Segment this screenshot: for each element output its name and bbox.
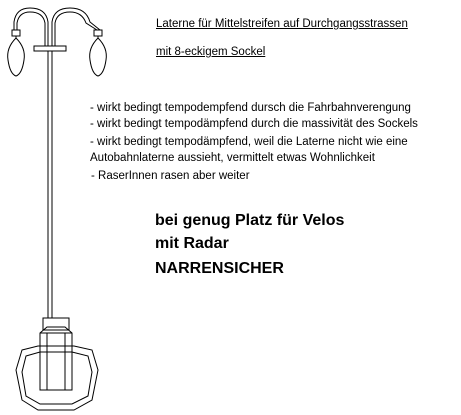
note-item: - wirkt bedingt tempodämpfend durch die massivität des Sockels (90, 118, 418, 130)
lamp-pole (48, 51, 52, 318)
notes-list (90, 100, 461, 184)
note-item: - wirkt bedingt tempodämpfend, weil die Laterne nicht wie eine (90, 136, 408, 148)
pole-collar (43, 318, 69, 330)
note-item: - wirkt bedingt tempodempfend dursch die Fahrbahnverengung (90, 102, 411, 114)
lamp-column (40, 327, 72, 390)
conclusion-line: bei genug Platz für Velos (155, 212, 345, 229)
street-lamp-drawing (0, 0, 140, 415)
heading-subtitle: mit 8-eckigem Sockel (156, 46, 266, 58)
conclusion-line: NARRENSICHER (155, 260, 284, 277)
octagonal-base (16, 346, 98, 410)
left-lantern (8, 30, 25, 76)
conclusion-line: mit Radar (155, 235, 229, 252)
lamp-crossbar (34, 46, 66, 51)
heading-title: Laterne für Mittelstreifen auf Durchgangsstrassen (156, 18, 408, 30)
left-lamp-arm (14, 8, 48, 46)
right-lantern (90, 30, 107, 76)
note-item: - RaserInnen rasen aber weiter (91, 170, 250, 182)
note-item: Autobahnlaterne aussieht, vermittelt etwas Wohnlichkeit (90, 152, 375, 164)
